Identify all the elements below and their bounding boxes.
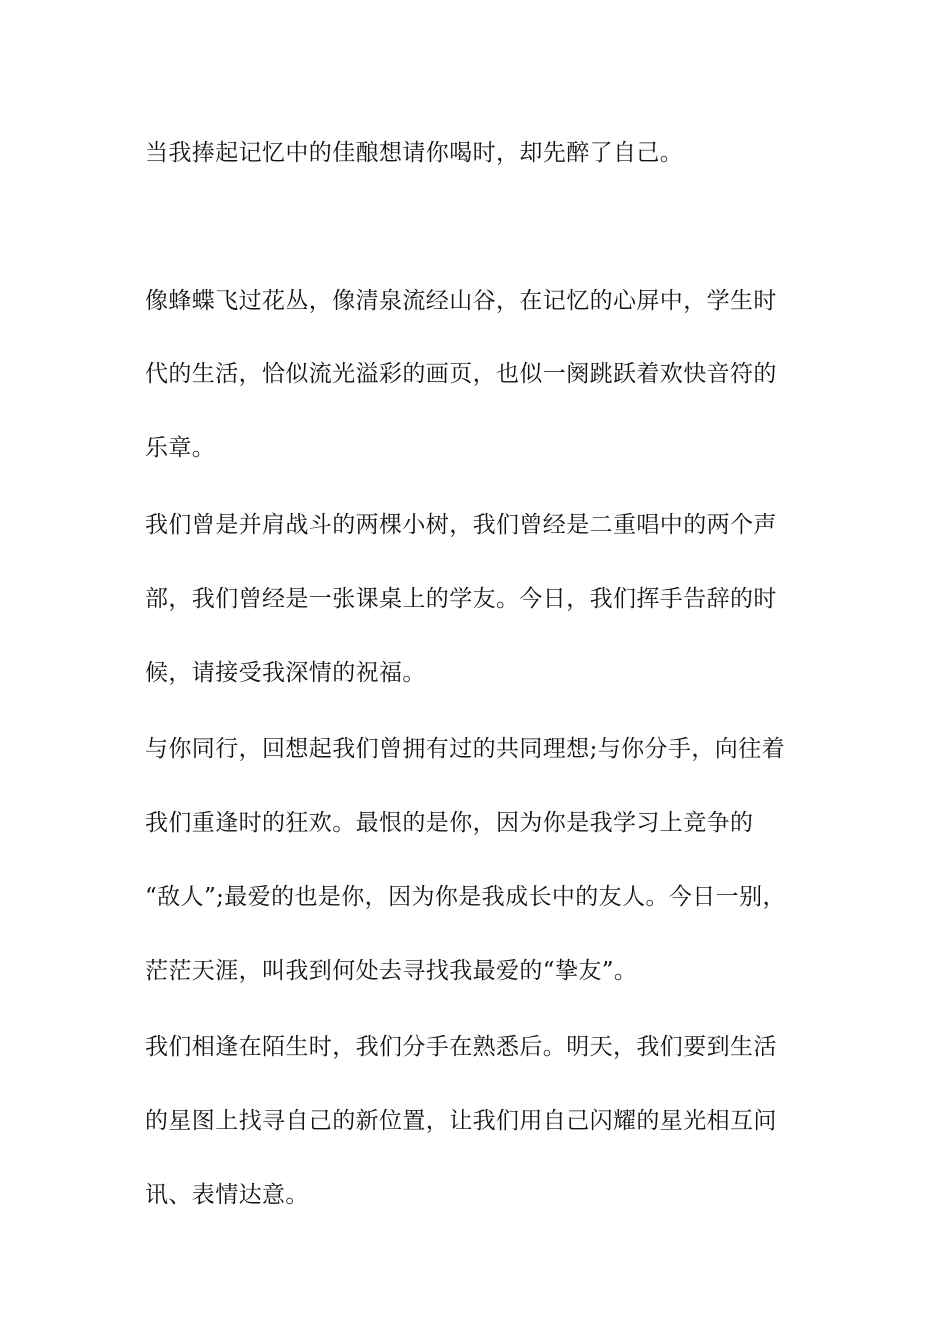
text-line: 我们曾是并肩战斗的两棵小树，我们曾经是二重唱中的两个声 [145, 512, 777, 538]
text-line: 候，请接受我深情的祝福。 [145, 660, 426, 686]
text-line: 茫茫天涯，叫我到何处去寻找我最爱的“挚友”。 [145, 958, 638, 984]
text-line: 讯、表情达意。 [145, 1182, 309, 1208]
text-line: 与你同行，回想起我们曾拥有过的共同理想;与你分手，向往着 [145, 736, 785, 762]
text-line: 的星图上找寻自己的新位置，让我们用自己闪耀的星光相互问 [145, 1108, 777, 1134]
text-line: 像蜂蝶飞过花丛，像清泉流经山谷，在记忆的心屏中，学生时 [145, 288, 777, 314]
text-line: 代的生活，恰似流光溢彩的画页，也似一阕跳跃着欢快音符的 [145, 361, 777, 387]
text-line: 当我捧起记忆中的佳酿想请你喝时，却先醉了自己。 [145, 140, 684, 166]
text-line: 部，我们曾经是一张课桌上的学友。今日，我们挥手告辞的时 [145, 586, 777, 612]
text-line: 我们相逢在陌生时，我们分手在熟悉后。明天，我们要到生活 [145, 1034, 777, 1060]
text-line: “敌人”;最爱的也是你，因为你是我成长中的友人。今日一别， [145, 884, 786, 910]
text-line: 乐章。 [145, 435, 216, 461]
text-line: 我们重逢时的狂欢。最恨的是你，因为你是我学习上竞争的 [145, 810, 754, 836]
